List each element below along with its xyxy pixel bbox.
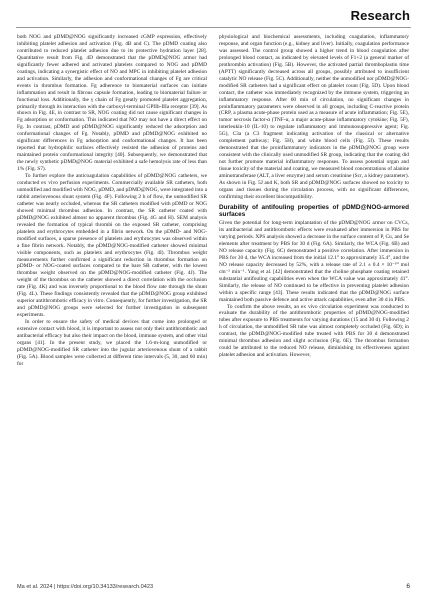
footer-citation: Ma et al. 2024 | https://doi.org/10.34133/research.0423 (17, 584, 154, 590)
body-paragraph: To confirm the above results, an ex vivo circulation experiment was conducted to evaluate the durability of the antithrombotic properties of pDMD@NOG-modified tubes after exposure to PBS treatments for varying durations (15 and 30 d). Following 2 h of circulation, the unmodified SR tube was almost completely occluded (Fig. 6D); in contrast, the pDMD@NOG-modified tube treated with PBS for 30 d demonstrated minimal thrombus adhesion and slight occlusion (Fig. 6E). The thrombus formation could be attributed to the reduced NO release, diminishing its effectiveness against platelet adhesion and activation. However, (219, 303, 409, 359)
section-heading: Durability of antifouling properties of pDMD@NOG-armored surfaces (219, 203, 409, 219)
right-text-column (219, 34, 409, 579)
header-divider (16, 27, 411, 28)
page-number: 6 (406, 583, 410, 590)
journal-name: Research (350, 8, 410, 23)
body-paragraph: Given the potential for long-term implantation of the pDMD@NOG armor on CVCs, its antibacterial and antithrombotic effects were evaluated after immersion in PBS for varying periods. XPS analysis showed a decrease in the surface content of P, Cu, and Se elements after treatment by PBS for 30 d (Fig. 6A). Similarly, the WCA (Fig. 6B) and NO release capacity (Fig. 6C) demonstrated a positive correlation. After immersion in PBS for 30 d, the WCA increased from the initial 12.1° to approximately 35.4°, and the NO release capacity decreased by 52%, with a release rate of 2.1 ± 0.4 × 10⁻¹⁰ mol cm⁻² min⁻¹. Yang et al. [42] demonstrated that the choline phosphate coating retained substantial antifouling capabilities even when the WCA value was approximately 41°. Similarly, the release of NO continued to be effective in preventing platelet adhesion within a specific range [43]. These results indicated that the pDMD@NOG surface maintained both passive defence and active attack capabilities, even after 30 d in PBS. (219, 220, 409, 303)
body-paragraph: physiological and biochemical assessments, including coagulation, inflammatory response, and organ function (e.g., kidney and liver). Initially, coagulation performance was assessed. The control group showed a higher trend in blood coagulation after prolonged blood contact, as indicated by elevated levels of F1+2 (a general marker of prothrombin activation) (Fig. 5B). However, the activated partial thromboplastin time (APTT) significantly decreased across all groups, possibly attributed to insufficient catalytic NO release (Fig. 5C). Additionally, neither the unmodified nor pDMD@NOG-modified SR catheters had a significant effect on platelet count (Fig. 5D). Upon blood contact, the catheter was immediately recognized by the immune system, triggering an inflammatory response. After 60 min of circulation, no significant changes in proinflammatory parameters were observed in all groups, including C-reactive protein (CRP, a plasma acute-phase protein used as a measure of acute inflammation; Fig. 5E), tumor necrosis factor-α (TNF-α, a major acute-phase inflammatory cytokine; Fig. 5F), interleukin-10 (IL-10) to regulate inflammatory and immunosuppressive agent; Fig. 5G), C3a (a C3 fragment indicating activation of the classical or alternative complement pathway; Fig. 5H), and white blood cells (Fig. 5I). These results demonstrated that the proinflammatory indicators in the pDMD@NOG group were consistent with the clinically used unmodified SR group, indicating that the coating did not further promote material inflammatory responses. To assess potential organ and tissue toxicity of the material and coating, we measured blood concentrations of alanine aminotransferase (ALT, a liver enzyme) and serum creatinine (Scr, a kidney parameter). As shown in Fig. 5J and K, both SR and pDMD@NOG surfaces showed no toxicity to organs and tissues during the circulation process, with no significant differences, confirming their excellent biocompatibility. (219, 34, 409, 200)
left-text-column (17, 34, 207, 579)
body-paragraph: To further explore the anticoagulation capabilities of pDMD@NOG catheters, we conducted ex vivo perfusion experiments. Commercially available SR catheters, both unmodified and modified with NOG, pDMD, and pDMD@NOG, were integrated into a rabbit arteriovenous shunt system (Fig. 4F). Following 2 h of flow, the unmodified SR catheter was nearly occluded, whereas the SR catheters modified with pDMD or NOG showed minimal thrombus adhesion. In contrast, the SR catheter coated with pDMD@NOG exhibited almost no apparent thrombus (Fig. 4G and H). SEM analysis revealed the formation of typical thrombi on the exposed SR catheter, comprising platelets and erythrocytes embedded in a fibrin network. On the pDMD- and NOG-modified surfaces, a sparse presence of platelets and erythrocytes was observed within a fine fibrin network. Notably, the pDMD@NOG-modified catheter showed minimal visible components, such as platelets and erythrocytes (Fig. 4I). Thrombus weight measurements further confirmed a significant reduction in thrombus formation on pDMD- or NOG-coated surfaces compared to the bare SR catheter, with the lowest thrombus weight observed on the pDMD@NOG-modified catheter (Fig. 4J). The weight of the thrombus on the catheter showed a direct correlation with the occlusion rate (Fig. 4K) and was inversely proportional to the blood flow rate through the shunt (Fig. 4L). These findings consistently revealed that the pDMD@NOG group exhibited superior antithrombotic efficacy in vitro. Consequently, for further investigation, the SR and pDMD@NOG groups were selected for further investigation in subsequent experiments. (17, 173, 207, 319)
body-paragraph: In order to ensure the safety of medical devices that come into prolonged or extensive contact with blood, it is important to assess not only their antithrombotic and antibacterial efficacy but also their impact on the blood, immune system, and other vital organs [41]. In the present study, we placed the 1.6-m-long unmodified or pDMD@NOG-modified SR catheter into the jugular arteriovenous shunt of a rabbit (Fig. 5A). Blood samples were collected at different time intervals (5, 30, and 60 min) for (17, 319, 207, 367)
body-paragraph: both NOG and pDMD@NOG significantly increased cGMP expression, effectively inhibiting platelet adhesion and activation (Fig. 4B and C). The pDMD coating also contributed to reduced platelet adhesion due to its protective hydration layer [28]. Quantitative result from Fig. 4D demonstrated that the pDMD@NOG armor had significantly fewer adhered and activated platelets compared to NOG and pDMD coatings, indicating a synergistic effect of NO and MPC in inhibiting platelet adhesion and activation. Similarly, the adhesion and conformational changes of Fg are critical events in thrombus formation. Fg adherence to biomaterial surfaces can initiate inflammation and result in fibrous capsule formation, leading to biomaterial failure or functional loss. Additionally, the γ chain of Fg greatly promoted platelet aggregation, primarily through its interaction with the carboxyl-terminal GPIIb-IIIa receptor [39]. As shown in Fig. 4E, in contrast to SR, NOG coating did not cause significant changes in Fg adsorption or conformation. This indicated that NO may not have a direct effect on Fg. In contrast, pDMD and pDMD@NOG significantly reduced the adsorption and conformational changes of Fg. Notably, pDMD and pDMD@NOG exhibited no significant differences in Fg adsorption and conformational changes. It has been reported that hydrophilic surfaces effectively resisted the adhesion of proteins and maintained protein conformational integrity [40]. Subsequently, we demonstrated that the newly synthetic pDMD@NOG material exhibited a safe hemolysis rate of less than 1% (Fig. S7). (17, 34, 207, 173)
